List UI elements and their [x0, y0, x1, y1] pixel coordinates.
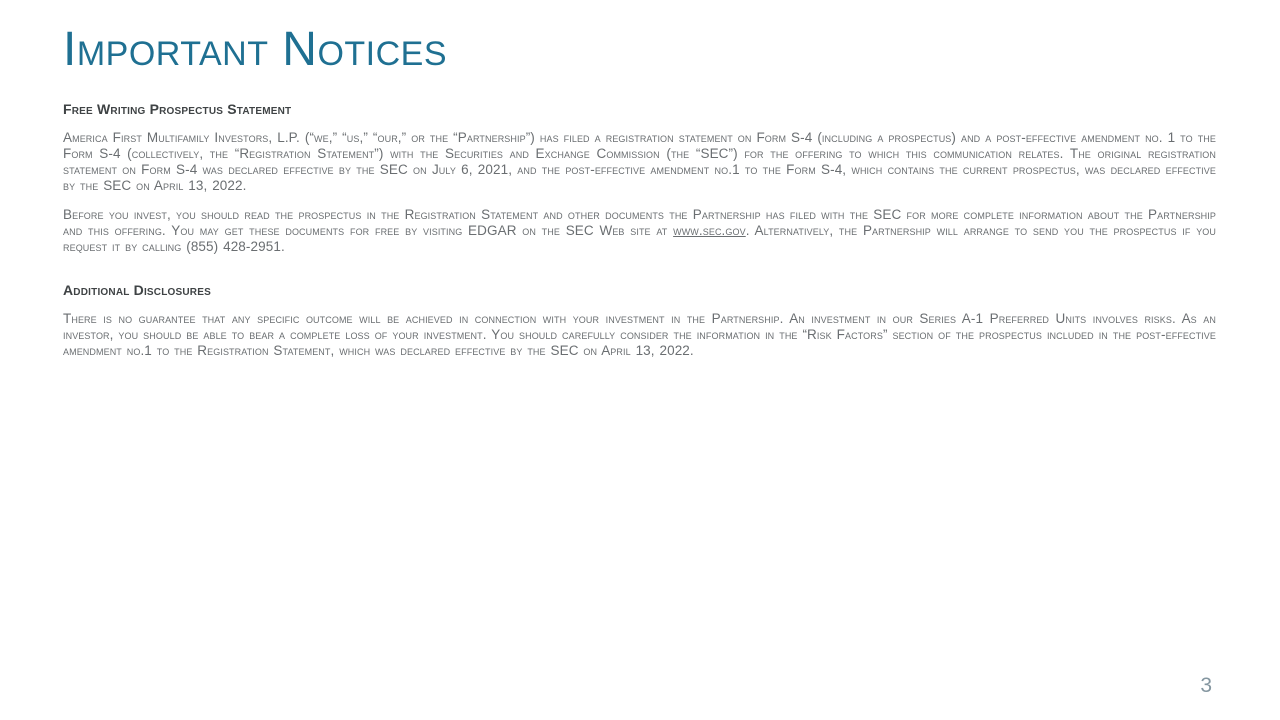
- paragraph-edgar-after-link: . Alternatively, the Partnership will arrange to send you the prospectus if you request it by calling (855) 428-2951.: [63, 223, 1216, 254]
- sec-gov-link[interactable]: www.sec.gov: [673, 223, 746, 238]
- paragraph-risk-disclosure: There is no guarantee that any specific outcome will be achieved in connection with your investment in the Partnership. An investment in our Series A-1 Preferred Units involves risks. As an investor, you should be able to bear a complete loss of your investment. You should carefully consider the information in the “Risk Factors” section of the prospectus included in the post-effective amendment no.1 to the Registration Statement, which was declared effective by the SEC on April 13, 2022.: [63, 311, 1216, 358]
- slide-title: Important Notices: [63, 23, 448, 76]
- paragraph-registration-statement: America First Multifamily Investors, L.P. (“we,” “us,” “our,” or the “Partnership”) has filed a registration statement on Form S-4 (including a prospectus) and a post-effective amendment no. 1 to the Form S-4 (collectively, the “Registration Statement”) with the Securities and Exchange Commission (the “SEC”) for the offering to which this communication relates. The original registration statement on Form S-4 was declared effective by the SEC on July 6, 2021, and the post-effective amendment no.1 to the Form S-4, which contains the current prospectus, was declared effective by the SEC on April 13, 2022.: [63, 130, 1216, 193]
- paragraph-edgar-before-link: Before you invest, you should read the prospectus in the Registration Statement and other documents the Partnership has filed with the SEC for more complete information about the Partnership and this offering. You may get these documents for free by visiting EDGAR on the SEC Web site at: [63, 207, 1216, 238]
- paragraph-edgar-info: [63, 207, 1216, 255]
- section-heading-free-writing-prospectus: Free Writing Prospectus Statement: [63, 101, 292, 117]
- page-number: 3: [1200, 674, 1212, 697]
- section-heading-additional-disclosures: Additional Disclosures: [63, 282, 211, 298]
